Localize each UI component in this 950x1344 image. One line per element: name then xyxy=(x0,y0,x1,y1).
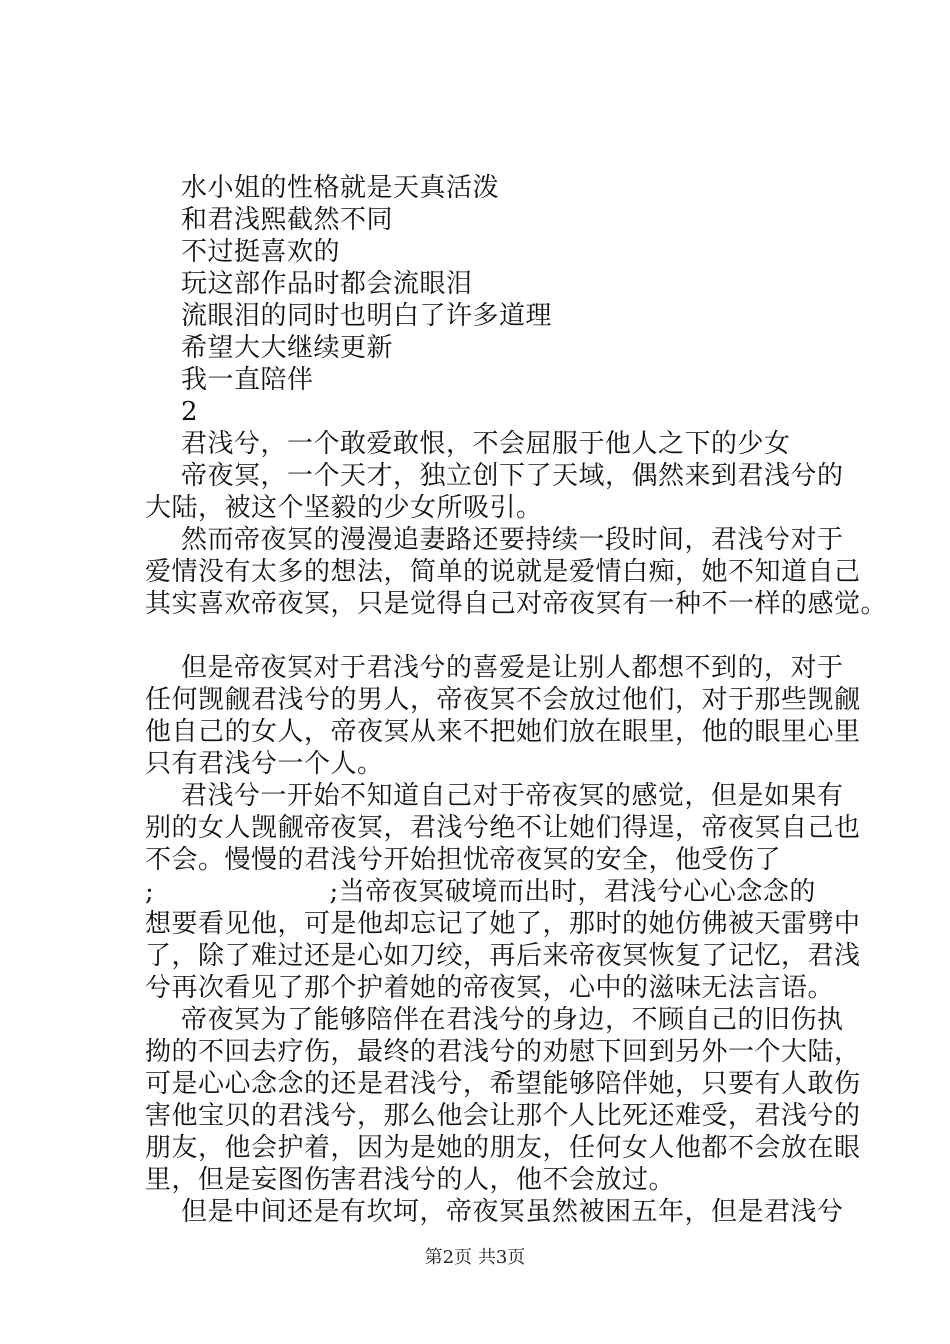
text-line: 不过挺喜欢的 xyxy=(181,237,341,267)
paragraph xyxy=(145,652,861,780)
text-line: 我一直陪伴 xyxy=(181,365,314,395)
paragraph-line: 其实喜欢帝夜冥，只是觉得自己对帝夜冥有一种不一样的感觉。 xyxy=(145,589,888,619)
paragraph-line: 只有君浅兮一个人。 xyxy=(145,749,384,779)
paragraph-line: 兮再次看见了那个护着她的帝夜冥，心中的滋味无法言语。 xyxy=(145,973,835,1003)
paragraph-line: 然而帝夜冥的漫漫追妻路还要持续一段时间，君浅兮对于 xyxy=(181,525,844,555)
text-line: 水小姐的性格就是天真活泼 xyxy=(181,173,500,203)
text-line: 和君浅熙截然不同 xyxy=(181,205,394,235)
paragraph-line: 爱情没有太多的想法，简单的说就是爱情白痴，她不知道自己 xyxy=(145,557,861,587)
paragraph-line: 君浅兮一开始不知道自己对于帝夜冥的感觉，但是如果有 xyxy=(181,781,844,811)
paragraph-line: 大陆，被这个坚毅的少女所吸引。 xyxy=(145,493,543,523)
paragraph-line: 可是心心念念的还是君浅兮，希望能够陪伴她，只要有人敢伤 xyxy=(145,1069,861,1099)
paragraph-line: 他自己的女人，帝夜冥从来不把她们放在眼里，他的眼里心里 xyxy=(145,717,861,747)
paragraph-gap xyxy=(145,620,845,652)
paragraph-line: 了，除了难过还是心如刀绞，再后来帝夜冥恢复了记忆，君浅 xyxy=(145,941,861,971)
document-body xyxy=(145,172,888,1228)
text-line: 希望大大继续更新 xyxy=(181,333,394,363)
paragraph xyxy=(145,460,845,524)
text-line: 君浅兮，一个敢爱敢恨，不会屈服于他人之下的少女 xyxy=(181,429,791,459)
paragraph-line: 不会。慢慢的君浅兮开始担忧帝夜冥的安全，他受伤了 xyxy=(145,845,782,875)
paragraph-line: 里，但是妄图伤害君浅兮的人，他不会放过。 xyxy=(145,1165,676,1195)
paragraph-line: 任何觊觎君浅兮的男人，帝夜冥不会放过他们，对于那些觊觎 xyxy=(145,685,861,715)
paragraph-line: ; ;当帝夜冥破境而出时，君浅兮心心念念的 xyxy=(145,877,816,907)
paragraph xyxy=(145,1004,861,1196)
text-line: 流眼泪的同时也明白了许多道理 xyxy=(181,301,553,331)
paragraph xyxy=(145,524,888,620)
paragraph xyxy=(145,1196,845,1228)
paragraph-line: 别的女人觊觎帝夜冥，君浅兮绝不让她们得逞，帝夜冥自己也 xyxy=(145,813,861,843)
page-footer: 第2页 共3页 xyxy=(424,1247,526,1268)
paragraph-line: 拗的不回去疗伤，最终的君浅兮的劝慰下回到另外一个大陆， xyxy=(145,1037,861,1067)
paragraph-line: 但是帝夜冥对于君浅兮的喜爱是让别人都想不到的，对于 xyxy=(181,653,844,683)
paragraph-line: 帝夜冥，一个天才，独立创下了天域，偶然来到君浅兮的 xyxy=(181,461,844,491)
section-number: 2 xyxy=(181,397,199,427)
paragraph-line: 但是中间还是有坎坷，帝夜冥虽然被困五年，但是君浅兮 xyxy=(181,1197,844,1227)
paragraph-line: 朋友，他会护着，因为是她的朋友，任何女人他都不会放在眼 xyxy=(145,1133,861,1163)
paragraph-line: 帝夜冥为了能够陪伴在君浅兮的身边，不顾自己的旧伤执 xyxy=(181,1005,844,1035)
paragraph xyxy=(145,780,861,1004)
text-line: 玩这部作品时都会流眼泪 xyxy=(181,269,473,299)
paragraph-line: 想要看见他，可是他却忘记了她了，那时的她仿佛被天雷劈中 xyxy=(145,909,861,939)
paragraph-line: 害他宝贝的君浅兮，那么他会让那个人比死还难受，君浅兮的 xyxy=(145,1101,861,1131)
